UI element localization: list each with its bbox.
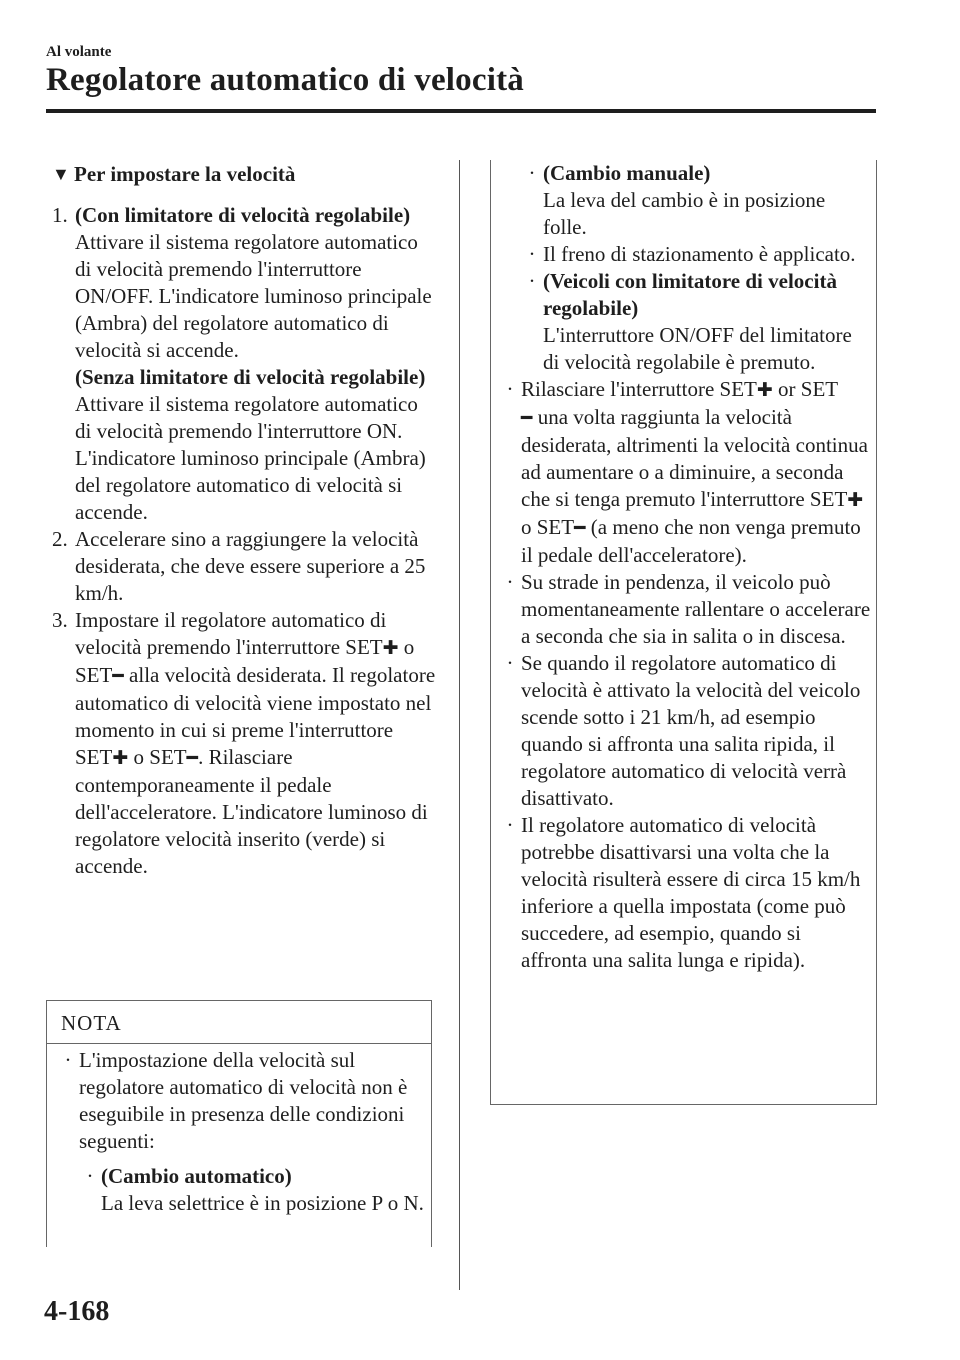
note-bullet: [499, 376, 871, 569]
note-divider: [47, 1043, 431, 1044]
minus-icon: ━: [521, 407, 533, 429]
step-1-title-b: (Senza limitatore di velocità regolabile): [75, 365, 426, 389]
step-3-text-part: o SET: [133, 745, 187, 769]
bullet-icon: ·: [64, 1048, 72, 1072]
note-text-part: or SET: [778, 377, 839, 401]
note-sub-title: (Cambio manuale): [543, 161, 711, 185]
note-continuation-content: [499, 160, 871, 974]
bullet-icon: ·: [528, 161, 536, 185]
note-text-part: o SET: [521, 515, 575, 539]
note-sub-title: (Cambio automatico): [101, 1164, 292, 1188]
bullet-icon: ·: [506, 651, 514, 675]
note-sub-text: La leva selettrice è in posizione P o N.: [101, 1191, 424, 1215]
note-sub-text: Il freno di stazionamento è applicato.: [543, 242, 856, 266]
section-heading: [52, 161, 437, 188]
note-bullet: [499, 650, 871, 812]
note-bullet: [57, 1047, 425, 1155]
bullet-icon: ·: [506, 813, 514, 837]
note-text: Se quando il regolatore automatico di velocità è attivato la velocità del veicolo scende sotto i 21 km/h, ad esempio quando si affronta una salita ripida, il regolatore automatico di velocità verrà disattivato.: [521, 651, 861, 810]
note-bullet: [499, 812, 871, 974]
plus-icon: ✚: [112, 747, 129, 769]
note-text-part: una volta raggiunta la velocità desiderata, altrimenti la velocità continua ad aumentare o a diminuire, a seconda che si tenga premuto l'interruttore SET: [521, 405, 868, 511]
note-content: [57, 1047, 425, 1217]
step-3-text: [75, 607, 437, 880]
page-number: 4-168: [44, 1296, 110, 1327]
minus-icon: ━: [574, 517, 586, 539]
step-number: 2.: [52, 527, 68, 551]
note-text-part: (a meno che non venga premuto il pedale dell'acceleratore).: [521, 515, 861, 567]
step-number: 3.: [52, 608, 68, 632]
plus-icon: ✚: [382, 637, 399, 659]
step-3-text-part: Impostare il regolatore automatico di velocità premendo l'interruttore SET: [75, 608, 387, 659]
note-box: [46, 1000, 432, 1247]
step-1-text-b: Attivare il sistema regolatore automatico di velocità premendo l'interruttore ON. L'indicatore luminoso principale (Ambra) del regolatore automatico di velocità si accende.: [75, 392, 426, 524]
note-sub-bullet: [499, 268, 871, 376]
step-number: 1.: [52, 203, 68, 227]
step-3-text-part: o SET: [75, 635, 415, 687]
step-1-title-a: (Con limitatore di velocità regolabile): [75, 203, 411, 227]
note-intro: L'impostazione della velocità sul regolatore automatico di velocità non è eseguibile in presenza delle condizioni seguenti:: [79, 1048, 408, 1153]
step-2-text: Accelerare sino a raggiungere la velocità desiderata, che deve essere superiore a 25 km/h.: [75, 527, 426, 605]
step-2: [52, 526, 437, 607]
step-3-text-part: alla velocità desiderata. Il regolatore automatico di velocità viene impostato nel momento in cui si preme l'interruttore SET: [75, 663, 436, 769]
minus-icon: ━: [112, 665, 124, 687]
page-title: Regolatore automatico di velocità: [46, 62, 524, 98]
note-sub-text: L'interruttore ON/OFF del limitatore di velocità regolabile è premuto.: [543, 323, 852, 374]
step-1: [52, 202, 437, 526]
bullet-icon: ·: [86, 1164, 94, 1188]
bullet-icon: ·: [528, 269, 536, 293]
note-sub-bullet: [499, 241, 871, 268]
step-3-text-part: . Rilasciare contemporaneamente il pedale dell'acceleratore. L'indicatore luminoso di regolatore velocità inserito (verde) si accende.: [75, 745, 428, 878]
section-kicker: Al volante: [46, 44, 112, 60]
note-sub-title: (Veicoli con limitatore di velocità regolabile): [543, 269, 837, 320]
left-column: [52, 161, 437, 880]
step-1-text-a: Attivare il sistema regolatore automatico di velocità premendo l'interruttore ON/OFF. L'indicatore luminoso principale (Ambra) del regolatore automatico di velocità si accende.: [75, 230, 432, 362]
section-heading-text: Per impostare la velocità: [74, 162, 296, 186]
triangle-down-icon: ▼: [52, 164, 70, 184]
note-continuation-box: [490, 160, 877, 1105]
minus-icon: ━: [186, 747, 199, 769]
note-title: NOTA: [61, 1011, 122, 1035]
header-rule: [46, 109, 876, 113]
bullet-icon: ·: [506, 377, 514, 401]
note-sub-text: La leva del cambio è in posizione folle.: [543, 188, 826, 239]
column-divider: [459, 160, 460, 1290]
note-text: Il regolatore automatico di velocità potrebbe disattivarsi una volta che la velocità risulterà essere di circa 15 km/h inferiore a quella impostata (come può succedere, ad esempio, quando si affronta una salita lunga e ripida).: [521, 813, 861, 972]
note-text: Su strade in pendenza, il veicolo può momentaneamente rallentare o accelerare a seconda che sia in salita o in discesa.: [521, 570, 871, 648]
note-sub-bullet: [57, 1163, 425, 1217]
bullet-icon: ·: [506, 570, 514, 594]
note-sub-bullet: [499, 160, 871, 241]
bullet-icon: ·: [528, 242, 536, 266]
note-bullet: [499, 569, 871, 650]
plus-icon: ✚: [756, 379, 773, 401]
note-text-part: Rilasciare l'interruttore SET: [521, 377, 757, 401]
plus-icon: ✚: [847, 489, 864, 511]
step-3: [52, 607, 437, 880]
